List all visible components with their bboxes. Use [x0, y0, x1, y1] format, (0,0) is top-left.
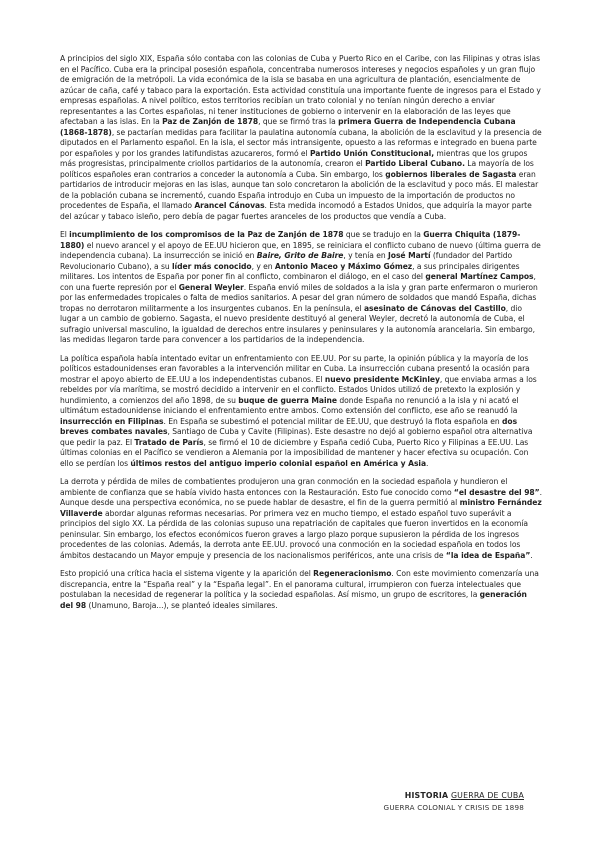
- text-run: A principios del siglo XIX, España sólo contaba con las colonias de Cuba y Puerto Rico en el Caribe, con las Filipinas y otras islas en el Pacífico. Cuba era la principal posesión española, concentraba numerosos intereses y negocios españoles y un gran flujo de emigración de la metrópoli. La vida económica de la isla se basaba en una agricultura de plantación, esencialmente de azúcar de caña, café y tabaco para la exportación. Esta actividad constituía una importante fuente de ingresos para el Estado y empresas españolas. A nivel político, estos territorios recibían un trato colonial y no tenían ningún derecho a enviar representantes a las Cortes españolas, ni tener instituciones de gobierno o intervenir en la elaboración de las leyes que afectaban a las islas. En la: [60, 54, 541, 126]
- text-run: Aunque desde una perspectiva económica, no se puede hablar de desastre, el fin de la guerra permitió al: [60, 498, 460, 507]
- text-run: , se pactarían medidas para facilitar la paulatina autonomía cubana, la abolición de la esclavitud y la presencia de diputados en el Parlamento español. En la isla, el sector más intransigente, opuesto a las reformas e integrado en buena parte por españoles y por los grandes latifundistas azucareros, formó el: [60, 127, 542, 158]
- paragraph-3: [60, 354, 542, 470]
- text-run: abordar algunas reformas necesarias. Por primera vez en mucho tiempo, el estado español tuvo superávit a principios del siglo XX. La pérdida de las colonias supuso una repatriación de capitales que fueron invertidos en la economía peninsular. Sin embargo, los efectos económicos fueron graves a largo plazo porque supusieron la pérdida de los ingresos procedentes de las colonias. Además, la derrota ante EE.UU. provocó una conmoción en la sociedad española en todos los ámbitos destacando un Mayor empuje y presencia de los nacionalismos periféricos, ante una crisis de: [60, 508, 529, 560]
- text-run: donde España no renunció a la isla y ni acató el ultimátum estadounidense iniciando el enfrentamiento entre ambos. Como extensión del conflicto, ese año se reanudó la: [60, 395, 519, 415]
- bold-run: líder más conocido: [172, 261, 252, 271]
- bold-run: generación del 98: [60, 590, 527, 610]
- text-run: , Santiago de Cuba y Cavite (Filipinas). Este desastre no dejó al gobierno español otra alternativa que pedir la paz. El: [60, 427, 533, 447]
- text-run: que se tradujo en la: [343, 230, 424, 239]
- text-run: , que se firmó tras la: [258, 117, 339, 126]
- text-run: , a sus principales dirigentes militares. Los intentos de España por poner fin al conflicto, combinaron el diálogo, en el caso del: [60, 261, 520, 281]
- bold-run: “el desastre del 98”: [453, 487, 540, 497]
- text-run: (fundador del Partido Revolucionario Cubano), a su: [60, 251, 513, 271]
- bold-run: Regeneracionismo: [313, 569, 392, 578]
- footer-title: [384, 790, 524, 802]
- text-run: , se firmó el 10 de diciembre y España cedió Cuba, Puerto Rico y Filipinas a EE.UU. Las últimas colonias en el Pacífico se vendieron a Alemania por la imposibilidad de mantener y hacer efectiva su ocupación. Con ello se perdían los: [60, 437, 529, 468]
- bold-run: General Weyler: [178, 282, 244, 292]
- text-run: eran partidarios de introducir mejoras en las islas, aunque tan solo concretaron la abolición de la esclavitud y poco más. El malestar de la población cubana se incrementó, cuando España introdujo en Cuba un impuesto de la importación de productos no procedentes de España, el llamado: [60, 169, 539, 210]
- bold-run: Partido Unión Constitucional,: [309, 148, 435, 158]
- text-run: .: [539, 487, 542, 497]
- bold-run: asesinato de Cánovas del Castillo: [363, 303, 506, 313]
- text-run: . Esta medida incomodó a Estados Unidos, que adquiría la mayor parte del azúcar y tabaco isleño, pero debía de pagar fuertes aranceles de los productos que vendía a Cuba.: [60, 201, 532, 221]
- bold-run: ministro Fernández Villaverde: [60, 498, 542, 518]
- text-run: La derrota y pérdida de miles de combatientes produjeron una gran conmoción en la sociedad española y hundieron el ambiente de confianza que se había vivido hasta entonces con la Restauración. Esto fue conocido como: [60, 477, 508, 497]
- text-run: , y tenía en: [343, 251, 388, 260]
- bold-run: buque de guerra Maine: [238, 395, 337, 405]
- document-body: [60, 54, 542, 619]
- bold-run: nuevo presidente McKinley: [324, 374, 440, 384]
- bold-run: Baire, Grito de Baire: [256, 251, 344, 260]
- text-run: , y en: [251, 261, 275, 271]
- text-run: .: [530, 550, 533, 560]
- bold-run: general Martínez Campos: [425, 272, 534, 281]
- bold-run: Tratado de París: [134, 437, 204, 447]
- footer-subtitle: GUERRA COLONIAL Y CRISIS DE 1898: [383, 803, 524, 812]
- text-run: , que enviaba armas a los rebeldes por vía marítima, se mostró decidido a intervenir en el conflicto. Estados Unidos utilizó de pretexto la explosión y hundimiento, a comienzos del año 1898, de su: [60, 374, 537, 405]
- text-run: , con una fuerte represión por el: [60, 272, 536, 292]
- footer-topic: GUERRA DE CUBA: [450, 791, 524, 800]
- bold-run: primera Guerra de Independencia Cubana (1868-1878): [60, 117, 516, 137]
- text-run: El: [60, 230, 70, 239]
- text-run: La mayoría de los políticos españoles eran contrarios a conceder la autonomía a Cuba. Sin embargo, los: [60, 159, 534, 179]
- paragraph-4: [60, 477, 542, 561]
- bold-run: últimos restos del antiguo imperio colonial español en América y Asia: [130, 458, 427, 468]
- bold-run: Arancel Cánovas: [194, 201, 265, 210]
- text-run: mientras que los grupos más progresistas, principalmente criollos partidarios de la autonomía, crearon el: [60, 148, 528, 168]
- footer-subject: HISTORIA: [404, 791, 449, 800]
- text-run: . España envió miles de soldados a la isla y gran parte enfermaron o murieron por las enfermedades tropicales o falta de medios sanitarios. A pesar del gran número de soldados que mandó España, dichas tropas no derrotaron militarmente a los insurgentes cubanos. En la península, el: [60, 282, 538, 313]
- paragraph-1: [60, 54, 542, 222]
- paragraph-2: [60, 230, 542, 346]
- bold-run: gobiernos liberales de Sagasta: [385, 169, 517, 179]
- text-run: . En España se subestimó el potencial militar de EE.UU, que destruyó la flota española en: [163, 416, 503, 426]
- text-run: , dio lugar a un cambio de gobierno. Sagasta, el nuevo presidente destituyó al general Weyler, decretó la autonomía de Cuba, el sufragio universal masculino, la igualdad de derechos entre insulares y peninsulares y la autonomía arancelaria. Sin embargo, las medidas llegaron tarde para convencer a los partidarios de la independencia.: [60, 303, 535, 344]
- text-run: . Con este movimiento comenzaría una discrepancia, entre la “España real” y la “España legal”. En el panorama cultural, irrumpieron con fuerza intelectuales que postulaban la necesidad de regenerar la política y la sociedad españolas. Así mismo, un grupo de escritores, la: [60, 569, 539, 599]
- bold-run: incumplimiento de los compromisos de la Paz de Zanjón de 1878: [69, 230, 344, 239]
- document-footer: [384, 790, 524, 814]
- text-run: La política española había intentado evitar un enfrentamiento con EE.UU. Por su parte, la opinión pública y la mayoría de los políticos estadounidenses eran favorables a la intervención militar en Cuba. La insurrección cubana presentó la ocasión para mostrar el apoyo abierto de EE.UU a los independentistas cubanos. El: [60, 353, 530, 384]
- bold-run: Partido Liberal Cubano.: [365, 159, 465, 168]
- text-run: Esto propició una crítica hacia el sistema vigente y la aparición del: [60, 569, 314, 578]
- text-run: (Unamuno, Baroja...), se planteó ideales similares.: [86, 600, 278, 610]
- bold-run: Paz de Zanjón de 1878: [162, 117, 259, 126]
- bold-run: Guerra Chiquita (1879-1880): [60, 230, 521, 250]
- bold-run: Antonio Maceo y Máximo Gómez: [274, 261, 413, 271]
- text-run: el nuevo arancel y el apoyo de EE.UU hicieron que, en 1895, se reiniciara el conflicto cubano de nuevo (última guerra de independencia cubana). La insurrección se inició en: [60, 240, 541, 260]
- bold-run: José Martí: [388, 251, 431, 260]
- bold-run: dos breves combates navales: [60, 416, 518, 436]
- paragraph-5: [60, 569, 542, 611]
- bold-run: insurrección en Filipinas: [60, 416, 164, 426]
- bold-run: “la idea de España”: [445, 550, 531, 560]
- text-run: .: [426, 458, 429, 468]
